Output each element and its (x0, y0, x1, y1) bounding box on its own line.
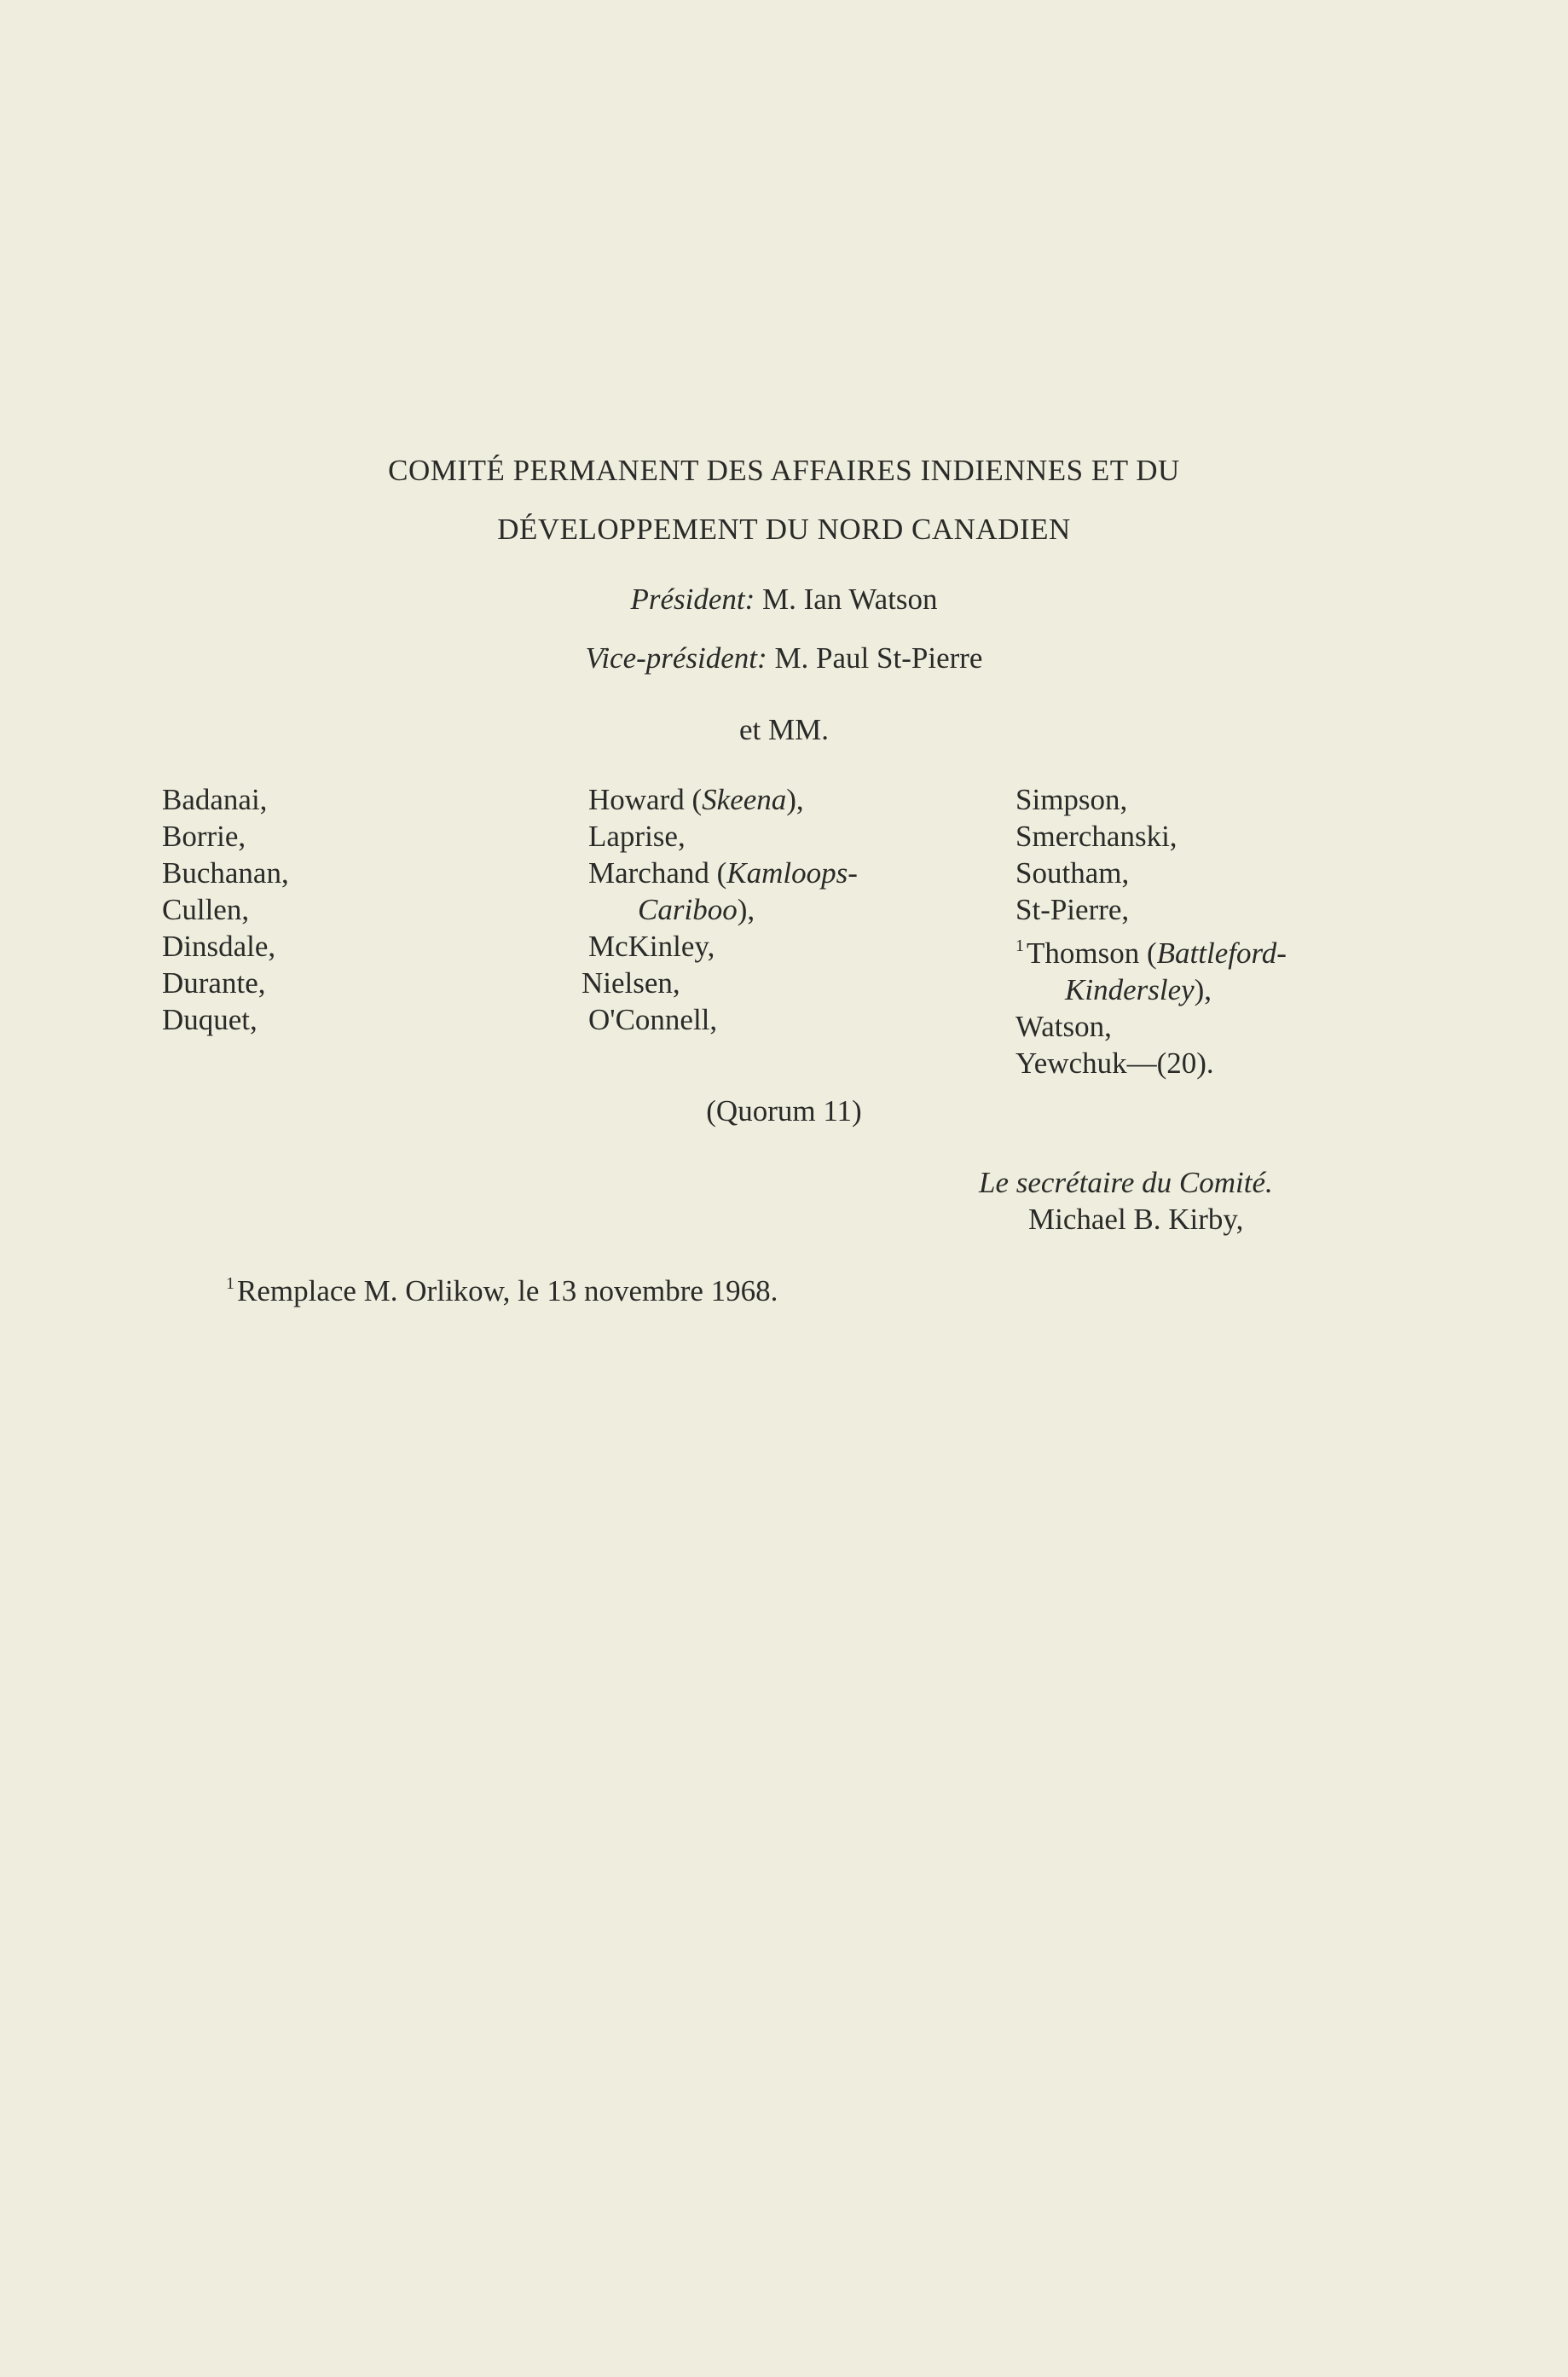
riding-name: Kamloops- (726, 856, 858, 890)
member-name: Cullen, (162, 893, 250, 926)
vice-president-role: Vice-président: (585, 641, 767, 675)
committee-title-line-2: DÉVELOPPEMENT DU NORD CANADIEN (497, 513, 1071, 546)
member-name: Borrie, (162, 820, 246, 853)
member-name: Duquet, (162, 1003, 257, 1036)
punctuation: ), (786, 783, 804, 816)
quorum-line: (Quorum 11) (706, 1094, 862, 1128)
punctuation: ), (1194, 973, 1212, 1006)
secretary-name: Michael B. Kirby, (1028, 1203, 1244, 1236)
punctuation: ), (737, 893, 755, 926)
riding-name: Kindersley (1065, 973, 1195, 1006)
member-howard (588, 781, 858, 818)
footnote (226, 1274, 778, 1308)
member-name: Simpson, (1015, 783, 1128, 816)
members-column-1 (162, 781, 289, 1038)
member-name: Southam, (1015, 856, 1130, 890)
member-marchand (588, 855, 858, 891)
member-name: Durante, (162, 966, 266, 1000)
member-name: McKinley, (588, 930, 715, 963)
member-name: Nielsen, (581, 966, 680, 1000)
vice-president-line (0, 641, 1568, 675)
president-name: M. Ian Watson (762, 583, 938, 616)
member-name: Thomson ( (1027, 936, 1157, 970)
member-name: Laprise, (588, 820, 686, 853)
member-name: Badanai, (162, 783, 268, 816)
riding-name: Cariboo (638, 893, 738, 926)
member-name: Howard ( (588, 783, 703, 816)
footnote-marker: 1 (1015, 936, 1024, 955)
member-thomson-cont (1015, 971, 1287, 1008)
committee-title-line-1: COMITÉ PERMANENT DES AFFAIRES INDIENNES ET DU (388, 454, 1180, 487)
riding-name: Battleford- (1156, 936, 1287, 970)
member-name: Marchand ( (588, 856, 727, 890)
member-name: Smerchanski, (1015, 820, 1177, 853)
member-name: Buchanan, (162, 856, 289, 890)
member-thomson (1015, 928, 1287, 971)
member-name: O'Connell, (588, 1003, 718, 1036)
footnote-marker: 1 (226, 1274, 234, 1293)
members-column-3 (1015, 781, 1287, 1081)
member-name: Watson, (1015, 1010, 1112, 1043)
footnote-text: Remplace M. Orlikow, le 13 novembre 1968. (237, 1274, 778, 1307)
member-name: St-Pierre, (1015, 893, 1130, 926)
member-name: Yewchuk—(20). (1015, 1046, 1214, 1080)
riding-name: Skeena (702, 783, 787, 816)
vice-president-name: M. Paul St-Pierre (774, 641, 983, 675)
secretary-title: Le secrétaire du Comité. (979, 1166, 1273, 1199)
member-marchand-cont (588, 891, 858, 928)
member-name: Dinsdale, (162, 930, 276, 963)
members-column-2 (581, 781, 858, 1038)
president-line (0, 583, 1568, 617)
president-role: Président: (630, 583, 755, 616)
and-members-label: et MM. (739, 713, 829, 746)
